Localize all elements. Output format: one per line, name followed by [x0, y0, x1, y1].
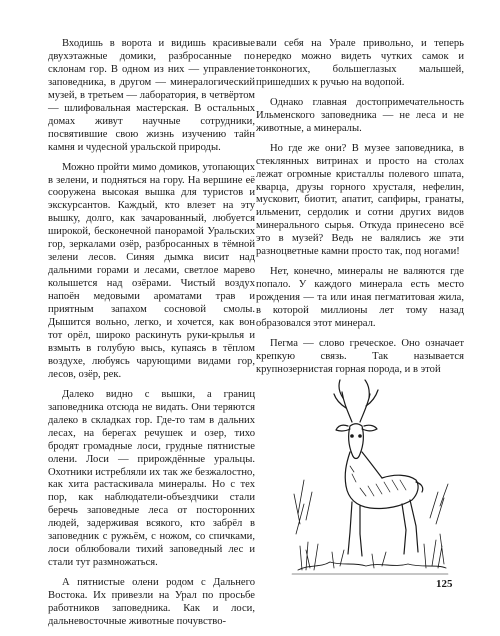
paragraph: Далеко видно с вышки, а границ заповедника отсюда не видать. Они теряются далеко в складках гор. Где-то там в дальних лесах, на берегах речушек и озер, тихо бродят громадные лоси, грудные пятнистые олени. Лоси — прирождённые уральцы. Охотники истребляли их так же безжалостно, как хита растаскивала минералы. Но с тех пор, как наблюдатели-объездчики стали беречь заповедные леса от посторонних людей, задерживая всякого, кто забрёл в заповедник с ружьём, с ножом, со спичками, лоси облюбовали тихий заповедный лес и стали тут размножаться. [48, 388, 255, 569]
right-text-column [256, 38, 464, 384]
paragraph: Но где же они? В музее заповедника, в стеклянных витринах и просто на столах лежат огромные кристаллы полевого шпата, кварца, друзы горного хрусталя, нефелин, мусковит, биотит, апатит, сапфиры, гранаты, ильменит, сердолик и сотни других видов минерального сырья. Откуда принесено всё это в музей? Ведь не валялись же эти разноцветные камни просто так, под ногами! [256, 142, 464, 258]
paragraph: Пегма — слово греческое. Оно означает крепкую связь. Так называется крупнозернистая горная порода, и в этой [256, 338, 464, 375]
left-text-column [48, 38, 255, 636]
paragraph: Входишь в ворота и видишь красивые двухэтажные домики, разбросанные по склонам гор. В одном из них — управление заповедника, в другом — минералогический музей, в третьем — лаборатория, в четвёртом — шлифовальная мастерская. В остальных домах живут научные сотрудники, посвятившие свою жизнь изучению тайн камня и чудесной уральской природы. [48, 38, 255, 153]
deer-illustration [290, 374, 450, 584]
paragraph: А пятнистые олени родом с Дальнего Востока. Их привезли на Урал по просьбе работников заповедника. Как и лоси, дальневосточные животные почувство- [48, 577, 255, 627]
deer-icon [290, 374, 450, 584]
paragraph: Нет, конечно, минералы не валяются где попало. У каждого минерала есть место рождения — та или иная пегматитовая жила, в которой миллионы лет тому назад образовался этот минерал. [256, 266, 464, 330]
paragraph: Можно пройти мимо домиков, утопающих в зелени, и подняться на гору. На вершине её сооружена высокая вышка для туристов и экскурсантов. Каждый, кто влезет на эту вышку, долго, как зачарованный, любуется широкой, бесконечной панорамой Уральских гор, зеркалами озёр, разбросанных в тёмной зелени лесов. Синяя дымка висит над дальними горами и лесами, светлое марево колышется над озёрами. Чистый воздух напоён медовыми ароматами трав и приятным запахом сосновой смолы. Дышится вольно, легко, и хочется, как вон тот орёл, широко раскинуть руки-крылья и взмыть в голубую высь, купаясь в тёплом воздухе, любуясь чарующими видами гор, лесов, озёр, рек. [48, 161, 255, 380]
paragraph: Однако главная достопримечательность Ильменского заповедника — не леса и не животные, а минералы. [256, 96, 464, 134]
page-number: 125 [436, 578, 453, 590]
paragraph: вали себя на Урале привольно, и теперь нередко можно видеть чутких самок и тонконогих, большеглазых малышей, пришедших к ручью на водопой. [256, 38, 464, 88]
